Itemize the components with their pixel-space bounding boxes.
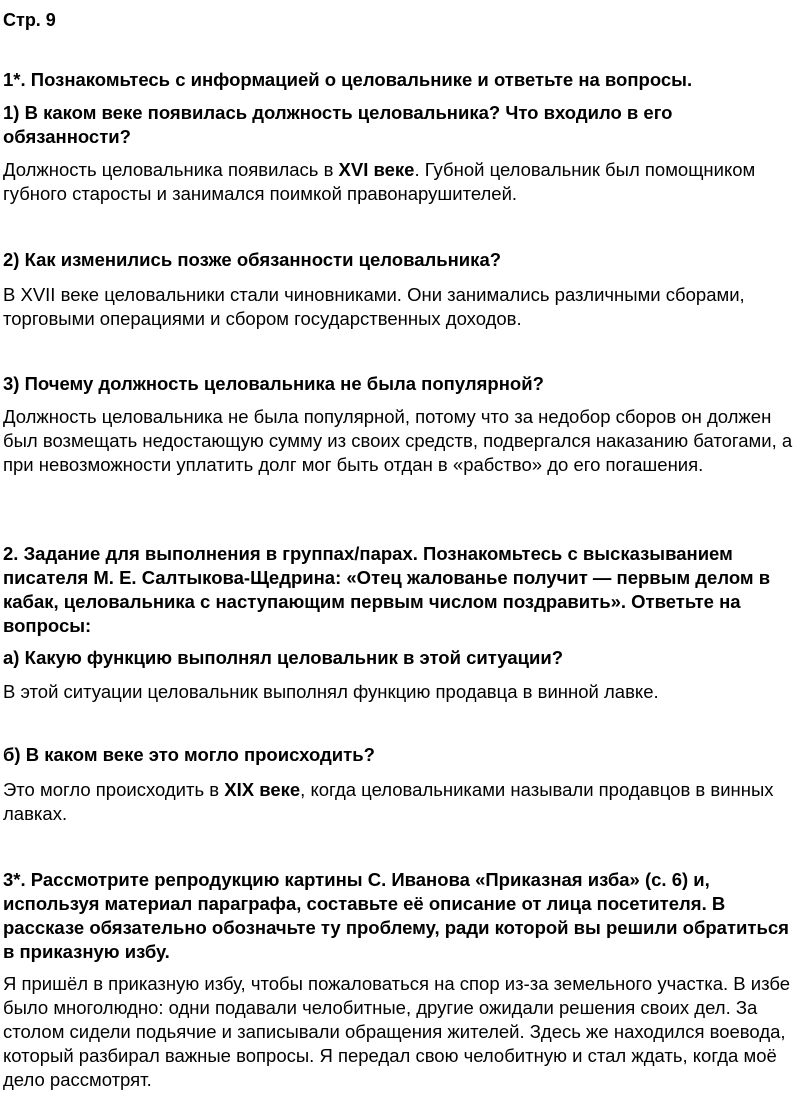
task3-title: 3*. Рассмотрите репродукцию картины С. Иванова «Приказная изба» (с. 6) и, используя материал параграфа, составьте её описание от лица посетителя. В рассказе обязательно обозначьте ту проблему, ради которой вы решили обратиться в приказную избу. — [3, 869, 789, 962]
task1-answer-2: В XVII веке целовальники стали чиновниками. Они занимались различными сборами, торговыми операциями и сбором государственных доходов. — [3, 284, 745, 329]
answer-text: Это могло происходить в — [3, 779, 225, 800]
task1-question-3: 3) Почему должность целовальника не была популярной? — [3, 373, 544, 394]
task1-title: 1*. Познакомьтесь с информацией о целовальнике и ответьте на вопросы. — [3, 69, 693, 90]
task1-answer-3: Должность целовальника не была популярной, потому что за недобор сборов он должен был возмещать недостающую сумму из своих средств, подвергался наказанию батогами, а при невозможности уплатить долг мог быть отдан в «рабство» до его погашения. — [3, 406, 793, 475]
page-number: Стр. 9 — [3, 10, 56, 30]
answer-emphasis: XVI веке — [338, 159, 415, 180]
answer-text: , когда целовальниками называли продавцов в винных лавках. — [3, 779, 774, 824]
answer-text: . Губной целовальник был помощником губного старосты и занимался поимкой правонарушителей. — [3, 159, 756, 204]
task2-answer-a: В этой ситуации целовальник выполнял функцию продавца в винной лавке. — [3, 681, 659, 702]
task3-answer: Я пришёл в приказную избу, чтобы пожаловаться на спор из-за земельного участка. В избе было многолюдно: одни подавали челобитные, другие ожидали решения своих дел. За столом сидели подьячие и записывали обращения жителей. Здесь же находился воевода, который разбирал важные вопросы. Я передал свою челобитную и стал ждать, когда моё дело рассмотрят. — [3, 973, 791, 1090]
task2-question-a: а) Какую функцию выполнял целовальник в этой ситуации? — [3, 647, 564, 668]
task2-answer-b — [3, 778, 793, 826]
task2-question-b: б) В каком веке это могло происходить? — [3, 744, 375, 765]
task1-answer-1 — [3, 158, 783, 206]
task1-question-1: 1) В каком веке появилась должность целовальника? Что входило в его обязанности? — [3, 102, 673, 147]
answer-text: Должность целовальника появилась в — [3, 159, 339, 180]
task2-title: 2. Задание для выполнения в группах/парах. Познакомьтесь с высказыванием писателя М. Е. Салтыкова-Щедрина: «Отец жалованье получит — первым делом в кабак, целовальника с наступающим первым числом поздравить». Ответьте на вопросы: — [3, 543, 771, 636]
answer-emphasis: XIX веке — [224, 779, 301, 800]
task1-question-2: 2) Как изменились позже обязанности целовальника? — [3, 249, 502, 270]
